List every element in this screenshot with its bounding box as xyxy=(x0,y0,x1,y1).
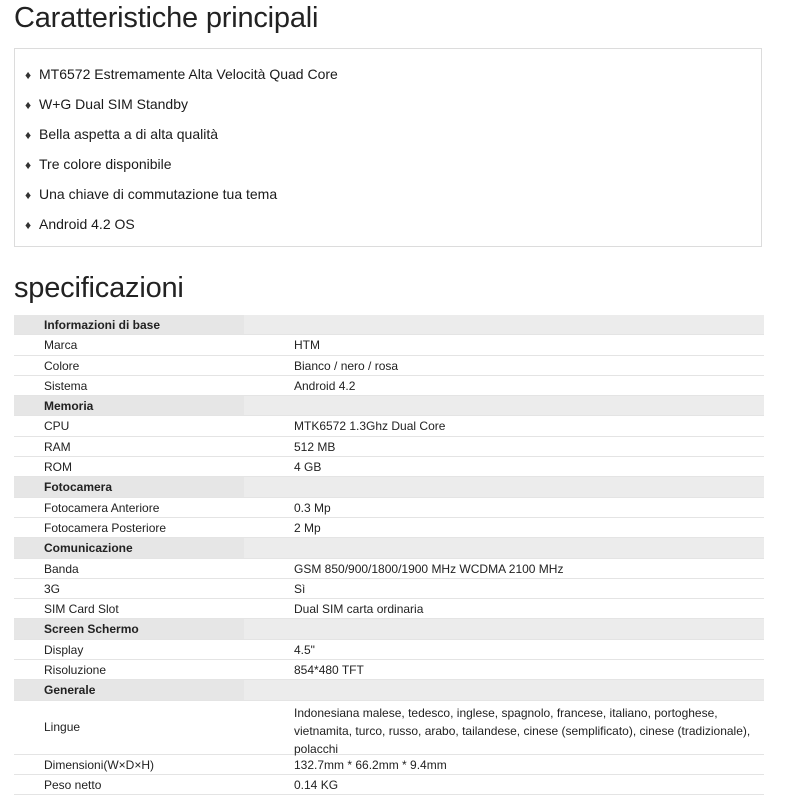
spec-value: 0.14 KG xyxy=(294,777,339,792)
spec-key: Marca xyxy=(44,338,78,353)
spec-key: Dimensioni(W×D×H) xyxy=(44,757,155,772)
spec-value: 4.5" xyxy=(294,642,315,657)
diamond-bullet-icon: ♦ xyxy=(25,158,32,172)
table-row xyxy=(14,755,764,775)
spec-value: Sì xyxy=(294,581,306,596)
table-row xyxy=(14,518,764,538)
section-header-camera xyxy=(14,477,764,497)
table-row xyxy=(14,640,764,660)
table-row xyxy=(14,701,764,755)
table-row xyxy=(14,775,764,795)
section-header-label: Fotocamera xyxy=(44,480,113,495)
table-row xyxy=(14,660,764,680)
spec-value: MTK6572 1.3Ghz Dual Core xyxy=(294,419,446,434)
diamond-bullet-icon: ♦ xyxy=(25,128,32,142)
feature-item xyxy=(25,216,135,232)
spec-value: Indonesiana malese, tedesco, inglese, spagnolo, francese, italiano, portoghese, vietnamita, turco, russo, arabo, tailandese, cinese (semplificato), cinese (tradizionale), polacchi xyxy=(294,705,751,756)
spec-value: 2 Mp xyxy=(294,520,321,535)
feature-item xyxy=(25,156,172,172)
spec-key: Risoluzione xyxy=(44,663,107,678)
spec-value: HTM xyxy=(294,338,320,353)
spec-key: CPU xyxy=(44,419,70,434)
feature-text: W+G Dual SIM Standby xyxy=(39,96,189,112)
section-header-general xyxy=(14,680,764,700)
table-row xyxy=(14,376,764,396)
spec-value: 512 MB xyxy=(294,439,336,454)
table-row xyxy=(14,416,764,436)
spec-value: 0.3 Mp xyxy=(294,500,331,515)
spec-key: ROM xyxy=(44,460,72,475)
feature-text: Una chiave di commutazione tua tema xyxy=(39,186,278,202)
spec-value: 854*480 TFT xyxy=(294,663,364,678)
spec-value: Bianco / nero / rosa xyxy=(294,358,399,373)
section-header-communication xyxy=(14,538,764,558)
spec-key: Lingue xyxy=(44,719,81,734)
spec-value: Dual SIM carta ordinaria xyxy=(294,602,424,617)
feature-text: MT6572 Estremamente Alta Velocità Quad Core xyxy=(39,66,338,82)
specs-title: specificazioni xyxy=(14,272,184,304)
spec-key: RAM xyxy=(44,439,71,454)
diamond-bullet-icon: ♦ xyxy=(25,188,32,202)
table-row xyxy=(14,356,764,376)
feature-text: Android 4.2 OS xyxy=(39,216,135,232)
section-header-memory xyxy=(14,396,764,416)
features-box xyxy=(14,48,762,247)
spec-value: Android 4.2 xyxy=(294,378,356,393)
spec-value: 4 GB xyxy=(294,460,322,475)
feature-text: Tre colore disponibile xyxy=(39,156,172,172)
spec-key: 3G xyxy=(44,581,61,596)
section-header-label: Informazioni di base xyxy=(44,318,161,332)
table-row xyxy=(14,498,764,518)
spec-key: SIM Card Slot xyxy=(44,602,119,617)
section-header-label: Generale xyxy=(44,683,96,698)
spec-key: Fotocamera Posteriore xyxy=(44,520,167,535)
feature-item xyxy=(25,126,218,142)
spec-key: Colore xyxy=(44,358,80,373)
feature-item xyxy=(25,186,277,202)
table-row xyxy=(14,579,764,599)
diamond-bullet-icon: ♦ xyxy=(25,68,32,82)
table-row xyxy=(14,599,764,619)
features-title: Caratteristiche principali xyxy=(14,2,319,34)
spec-key: Banda xyxy=(44,561,79,576)
section-header-label: Screen Schermo xyxy=(44,622,139,637)
spec-key: Peso netto xyxy=(44,777,102,792)
section-header-label: Memoria xyxy=(44,399,94,414)
table-row xyxy=(14,457,764,477)
spec-value: 132.7mm * 66.2mm * 9.4mm xyxy=(294,757,447,772)
diamond-bullet-icon: ♦ xyxy=(25,98,32,112)
specs-table xyxy=(14,315,764,795)
section-header-screen xyxy=(14,619,764,639)
spec-key: Fotocamera Anteriore xyxy=(44,500,160,515)
feature-text: Bella aspetta a di alta qualità xyxy=(39,126,219,142)
table-row xyxy=(14,559,764,579)
section-header-label: Comunicazione xyxy=(44,541,133,556)
feature-item xyxy=(25,66,338,82)
diamond-bullet-icon: ♦ xyxy=(25,218,32,232)
feature-item xyxy=(25,96,188,112)
table-row xyxy=(14,335,764,355)
section-header-base xyxy=(14,315,764,335)
spec-key: Display xyxy=(44,642,84,657)
table-row xyxy=(14,437,764,457)
spec-key: Sistema xyxy=(44,378,88,393)
spec-value: GSM 850/900/1800/1900 MHz WCDMA 2100 MHz xyxy=(294,561,564,576)
